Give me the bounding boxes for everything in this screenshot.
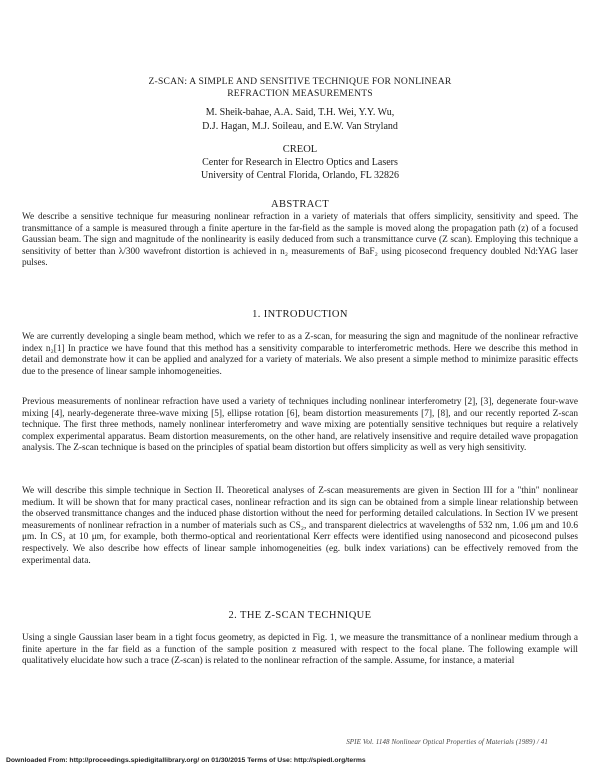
affiliation-org: CREOL	[282, 144, 318, 155]
authors-line-2: D.J. Hagan, M.J. Soileau, and E.W. Van Stryland	[202, 121, 398, 132]
abstract-heading: ABSTRACT	[270, 199, 330, 210]
zscan-paragraph-1: Using a single Gaussian laser beam in a tight focus geometry, as depicted in Fig. 1, we measure the transmittance of a nonlinear medium through a finite aperture in the far field as a function of the sample position z measured with respect to the focal plane. The following example will qualitatively elucidate how such a trace (Z-scan) is related to the nonlinear refraction of the sample. Assume, for instance, a material	[22, 633, 578, 667]
title-line-2: REFRACTION MEASUREMENTS	[227, 87, 373, 99]
affiliation	[60, 143, 540, 182]
author-list	[60, 106, 540, 134]
intro-paragraph-2: Previous measurements of nonlinear refraction have used a variety of techniques including nonlinear interferometry [2], [3], degenerate four-wave mixing [4], nearly-degenerate three-wave mixing [5], ellipse rotation [6], beam distortion measurements [7], [8], and our recently reported Z-scan technique. The first three methods, namely nonlinear interferometry and wave mixing are potentially sensitive techniques but require a relatively complex experimental apparatus. Beam distortion measurements, on the other hand, are relatively insensitive and require detailed wave propagation analysis. The Z-scan technique is based on the principles of spatial beam distortion but offers simplicity as well as very high sensitivity.	[22, 397, 578, 454]
intro-paragraph-3: We will describe this simple technique in Section II. Theoretical analyses of Z-scan measurements are given in Section III for a "thin" nonlinear medium. It will be shown that for many practical cases, nonlinear refraction and its sign can be obtained from a simple linear relationship between the observed transmittance changes and the induced phase distortion without the need for performing detailed calculations. In Section IV we present measurements of nonlinear refraction in a number of materials such as CS₂, and transparent dielectrics at wavelengths of 532 nm, 1.06 μm and 10.6 μm. In CS₂ at 10 μm, for example, both thermo-optical and reorientational Kerr effects were identified using nanosecond and picosecond pulses respectively. We also describe how effects of linear sample inhomogeneities (eg. bulk index variations) can be effectively removed from the experimental data.	[22, 486, 578, 566]
intro-paragraph-1: We are currently developing a single beam method, which we refer to as a Z-scan, for measuring the sign and magnitude of the nonlinear refractive index n₂[1] In practice we have found that this method has a sensitivity comparable to interferometric methods. Here we describe this method in detail and demonstrate how it can be applied and analyzed for a variety of materials. We also present a simple method to minimize parasitic effects due to the presence of linear sample inhomogeneities.	[22, 332, 578, 377]
journal-reference: SPIE Vol. 1148 Nonlinear Optical Properties of Materials (1989) / 41	[346, 738, 548, 746]
section-2-heading: 2. THE Z-SCAN TECHNIQUE	[228, 610, 372, 621]
affiliation-line-1: Center for Research in Electro Optics and Lasers	[202, 157, 398, 168]
title-line-1: Z-SCAN: A SIMPLE AND SENSITIVE TECHNIQUE FOR NONLINEAR	[148, 76, 452, 87]
paper-title	[60, 76, 540, 99]
authors-line-1: M. Sheik-bahae, A.A. Said, T.H. Wei, Y.Y. Wu,	[205, 107, 395, 118]
section-1-heading: 1. INTRODUCTION	[252, 309, 348, 320]
download-notice: Downloaded From: http://proceedings.spiedigitallibrary.org/ on 01/30/2015 Terms of Use: http://spiedl.org/terms	[6, 757, 366, 764]
affiliation-line-2: University of Central Florida, Orlando, FL 32826	[201, 170, 399, 181]
abstract-text: We describe a sensitive technique fur measuring nonlinear refraction in a variety of materials that offers simplicity, sensitivity and speed. The transmittance of a sample is measured through a finite aperture in the far-field as the sample is moved along the propagation path (z) of a focused Gaussian beam. The sign and magnitude of the nonlinearity is easily deduced from such a transmittance curve (Z scan). Employing this technique a sensitivity of better than λ/300 wavefront distortion is achieved in n₂ measurements of BaF₂ using picosecond frequency doubled Nd:YAG laser pulses.	[22, 212, 578, 269]
